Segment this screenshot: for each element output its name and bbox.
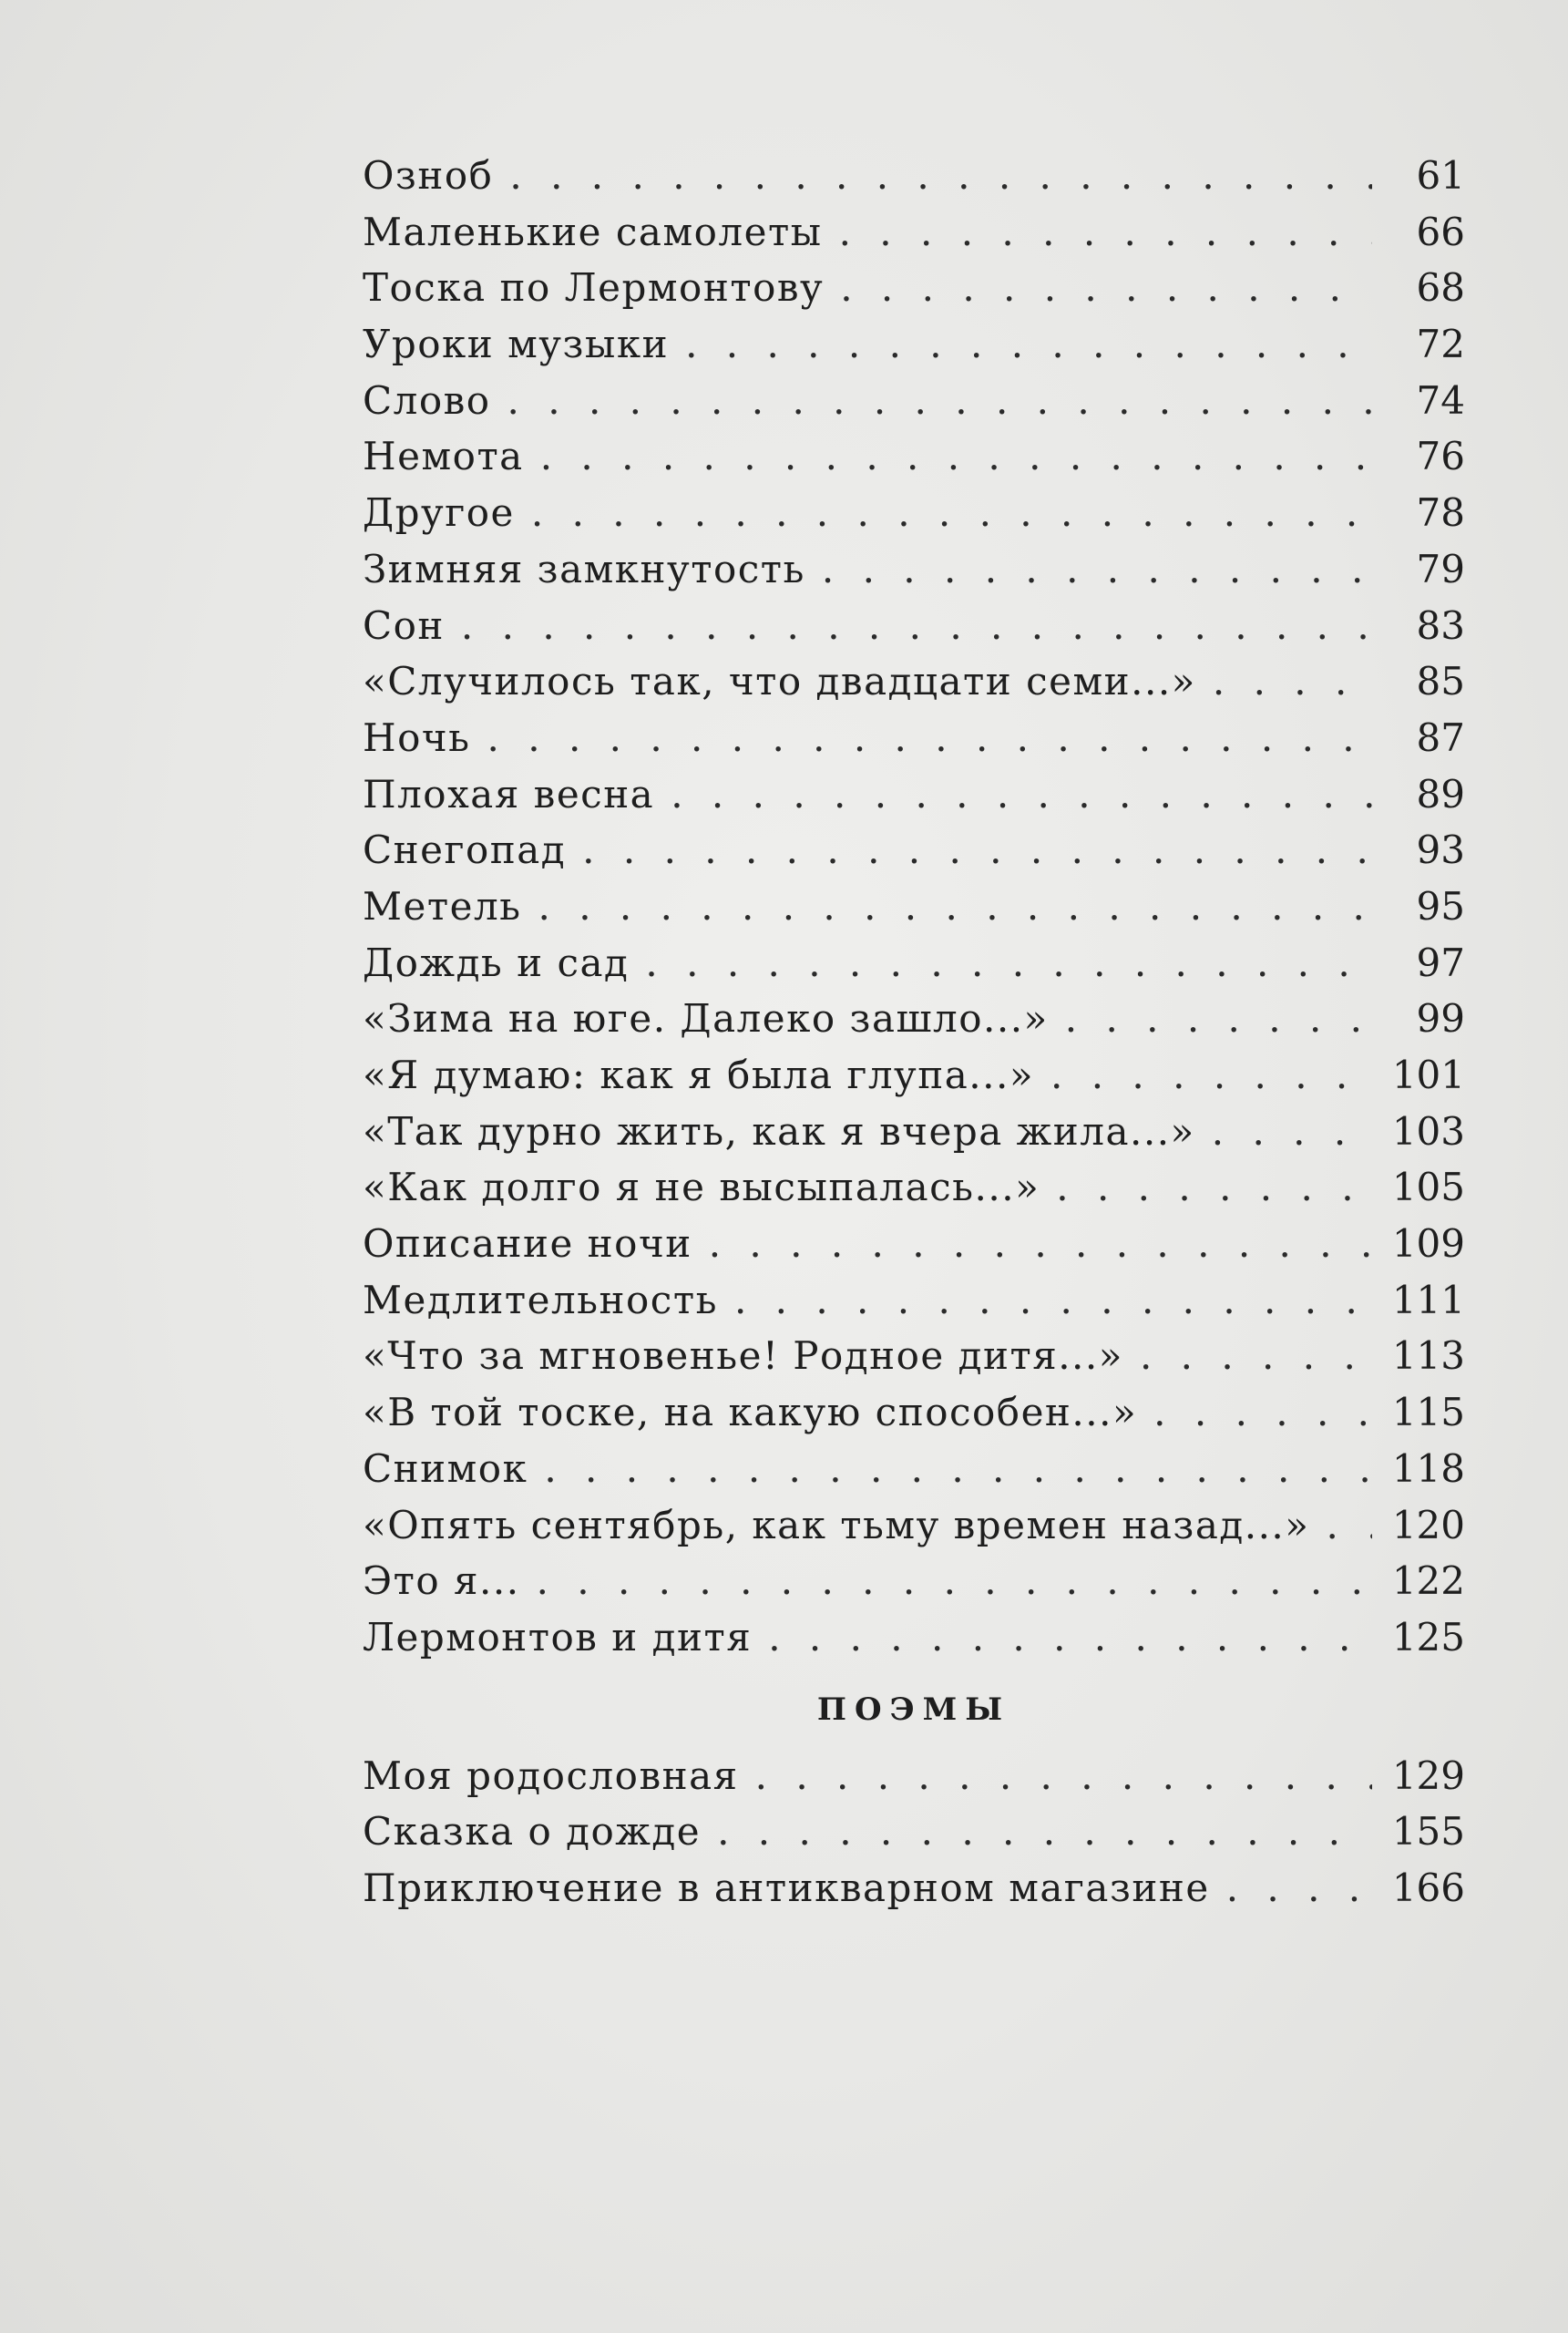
entry-title: Медлительность: [363, 1277, 718, 1322]
toc-entry: [363, 940, 1465, 997]
toc-entry: [363, 659, 1465, 715]
entry-title: Метель: [363, 883, 522, 929]
toc-entry: [363, 1558, 1465, 1615]
entry-page-number: 87: [1416, 714, 1465, 760]
toc-entry: [363, 378, 1465, 435]
entry-page-number: 105: [1391, 1165, 1465, 1210]
dot-leader: [685, 322, 1372, 366]
toc-entry: [363, 1809, 1465, 1865]
entry-title: Зимняя замкнутость: [363, 546, 805, 591]
dot-leader: [461, 603, 1372, 648]
entry-page-number: 101: [1391, 1053, 1465, 1097]
entry-page-number: 155: [1391, 1809, 1465, 1855]
entry-page-number: 89: [1416, 771, 1465, 817]
toc-entry: [363, 490, 1465, 547]
dot-leader: [540, 434, 1372, 478]
dot-leader: [537, 1558, 1372, 1603]
dot-leader: [768, 1615, 1372, 1660]
entry-title: Сон: [363, 602, 445, 648]
entry-page-number: 66: [1416, 209, 1465, 254]
toc-entries: [363, 153, 1465, 1671]
dot-leader: [1226, 1865, 1372, 1910]
entry-page-number: 129: [1391, 1752, 1465, 1798]
dot-leader: [507, 378, 1372, 423]
entry-page-number: 113: [1391, 1333, 1465, 1379]
entry-title: «В той тоске, на какую способен...»: [363, 1390, 1138, 1435]
entry-page-number: 68: [1416, 265, 1465, 311]
entry-title: Приключение в антикварном магазине: [363, 1865, 1210, 1910]
entry-page-number: 122: [1391, 1558, 1465, 1604]
entry-title: Снимок: [363, 1445, 528, 1491]
entry-page-number: 166: [1391, 1865, 1465, 1910]
entry-title: Слово: [363, 377, 491, 423]
entry-title: Дождь и сад: [363, 940, 630, 985]
toc-entry: [363, 884, 1465, 940]
toc-entry: [363, 547, 1465, 603]
entry-page-number: 76: [1416, 434, 1465, 479]
dot-leader: [1065, 996, 1372, 1041]
entry-title: «Так дурно жить, как я вчера жила...»: [363, 1108, 1195, 1154]
toc-entry: [363, 434, 1465, 490]
table-of-contents: [363, 153, 1465, 1922]
dot-leader: [671, 772, 1372, 817]
entry-page-number: 78: [1416, 490, 1465, 536]
entry-title: Сказка о дожде: [363, 1809, 702, 1855]
entry-page-number: 83: [1416, 602, 1465, 648]
entry-title: «Опять сентябрь, как тьму времен назад...»: [363, 1502, 1310, 1547]
dot-leader: [544, 1446, 1372, 1491]
dot-leader: [582, 827, 1372, 872]
dot-leader: [509, 153, 1372, 198]
entry-title: Моя родословная: [363, 1752, 739, 1798]
toc-entry: [363, 322, 1465, 378]
entry-title: Плохая весна: [363, 771, 655, 817]
dot-leader: [717, 1809, 1372, 1854]
dot-leader: [839, 210, 1372, 254]
entry-title: «Как долго я не высыпалась...»: [363, 1165, 1040, 1210]
toc-entry: [363, 1278, 1465, 1334]
dot-leader: [1056, 1165, 1372, 1209]
dot-leader: [487, 715, 1372, 760]
entry-title: Описание ночи: [363, 1221, 692, 1267]
entry-title: Ночь: [363, 714, 471, 760]
entry-page-number: 125: [1391, 1614, 1465, 1660]
entry-title: Тоска по Лермонтову: [363, 265, 825, 311]
entry-page-number: 79: [1416, 546, 1465, 591]
toc-entry: [363, 827, 1465, 884]
dot-leader: [1153, 1390, 1372, 1434]
entry-title: Это я...: [363, 1558, 520, 1604]
toc-entry: [363, 1615, 1465, 1671]
entry-page-number: 99: [1416, 996, 1465, 1042]
toc-entry: [363, 1390, 1465, 1446]
entry-page-number: 74: [1416, 377, 1465, 423]
entry-title: Другое: [363, 490, 515, 536]
toc-entry: [363, 1446, 1465, 1503]
dot-leader: [840, 265, 1372, 310]
entry-title: Немота: [363, 434, 524, 479]
section-heading: ПОЭМЫ: [816, 1691, 1011, 1728]
entry-page-number: 103: [1391, 1108, 1465, 1154]
dot-leader: [1140, 1333, 1372, 1378]
toc-entry: [363, 1333, 1465, 1390]
toc-entry: [363, 996, 1465, 1053]
dot-leader: [1050, 1053, 1372, 1097]
entry-title: «Зима на юге. Далеко зашло...»: [363, 996, 1049, 1042]
dot-leader: [1326, 1503, 1371, 1547]
entry-title: Лермонтов и дитя: [363, 1614, 753, 1660]
entry-page-number: 95: [1416, 883, 1465, 929]
dot-leader: [1213, 659, 1372, 704]
dot-leader: [1212, 1109, 1372, 1154]
entry-page-number: 93: [1416, 827, 1465, 873]
entry-page-number: 120: [1391, 1502, 1465, 1547]
toc-entry: [363, 265, 1465, 322]
toc-entry: [363, 1753, 1465, 1810]
toc-entry: [363, 772, 1465, 828]
toc-entry: [363, 1053, 1465, 1109]
dot-leader: [538, 884, 1373, 929]
entry-title: «Случилось так, что двадцати семи...»: [363, 659, 1196, 704]
toc-poems: [363, 1753, 1465, 1922]
dot-leader: [531, 490, 1372, 535]
entry-title: «Я думаю: как я была глупа...»: [363, 1053, 1035, 1097]
entry-page-number: 111: [1391, 1277, 1465, 1322]
entry-page-number: 61: [1416, 153, 1465, 198]
toc-entry: [363, 1221, 1465, 1278]
entry-title: Снегопад: [363, 827, 567, 873]
entry-title: Озноб: [363, 153, 494, 198]
dot-leader: [645, 940, 1372, 985]
toc-entry: [363, 1503, 1465, 1559]
entry-page-number: 72: [1416, 322, 1465, 367]
entry-title: Уроки музыки: [363, 322, 670, 367]
toc-entry: [363, 715, 1465, 772]
toc-entry: [363, 1165, 1465, 1221]
toc-entry: [363, 1865, 1465, 1922]
entry-page-number: 115: [1391, 1390, 1465, 1435]
toc-entry: [363, 603, 1465, 660]
toc-entry: [363, 210, 1465, 266]
entry-page-number: 118: [1391, 1445, 1465, 1491]
toc-entry: [363, 1109, 1465, 1166]
dot-leader: [709, 1221, 1372, 1266]
entry-title: Маленькие самолеты: [363, 209, 823, 254]
dot-leader: [822, 547, 1372, 591]
entry-page-number: 85: [1416, 659, 1465, 704]
entry-page-number: 97: [1416, 940, 1465, 985]
dot-leader: [734, 1278, 1372, 1322]
dot-leader: [755, 1753, 1372, 1798]
entry-page-number: 109: [1391, 1221, 1465, 1267]
toc-entry: [363, 153, 1465, 210]
entry-title: «Что за мгновенье! Родное дитя...»: [363, 1333, 1123, 1379]
